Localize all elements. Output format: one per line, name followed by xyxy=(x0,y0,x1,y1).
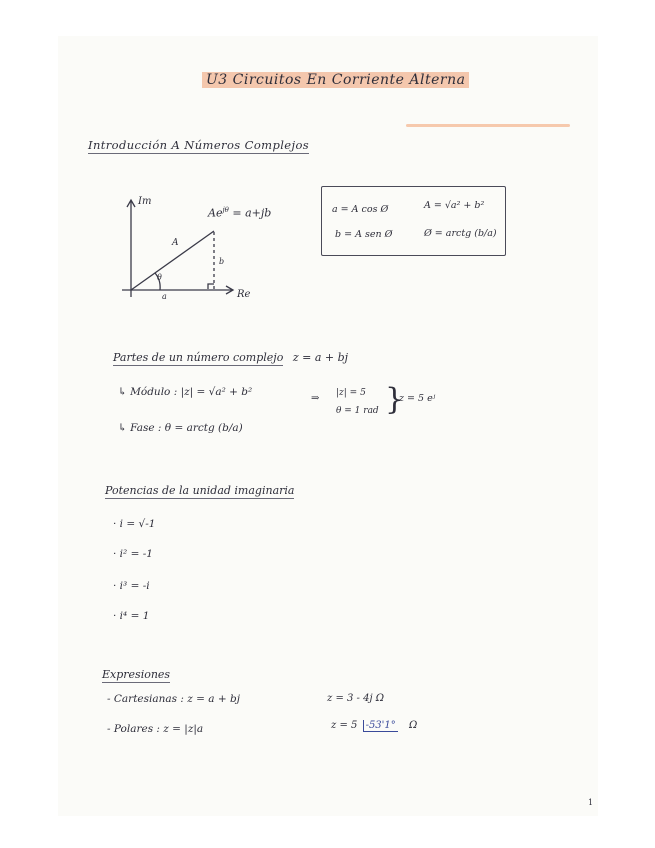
power-item-4: · i⁴ = 1 xyxy=(113,610,150,622)
parts-heading-text: Partes de un número complejo xyxy=(113,351,284,364)
expressions-heading: Expresiones xyxy=(102,668,171,681)
height-label: b xyxy=(219,257,225,266)
section-heading-intro: Introducción A Números Complejos xyxy=(88,138,310,152)
example-cartesian: z = 3 - 4j Ω xyxy=(327,693,385,704)
formula-b: b = A sen Ø xyxy=(335,229,393,240)
formula-A: A = √a² + b² xyxy=(424,200,485,211)
right-angle-mark xyxy=(208,284,214,289)
point-eq: = a+jb xyxy=(232,206,272,220)
angle-label: θ xyxy=(157,273,162,282)
fase-line: ↳ Fase : θ = arctg (b/a) xyxy=(118,422,243,434)
formula-phi: Ø = arctg (b/a) xyxy=(424,228,497,239)
formula-a: a = A cos Ø xyxy=(332,204,389,215)
point-ae: Ae xyxy=(208,206,223,220)
power-item-2: · i² = -1 xyxy=(113,548,153,560)
example-polar xyxy=(331,720,417,731)
point-exponent: jθ xyxy=(222,206,229,214)
modulo-line: ↳ Módulo : |z| = √a² + b² xyxy=(118,386,253,398)
example-modulus: |z| = 5 xyxy=(336,388,366,398)
cartesian-line: - Cartesianas : z = a + bj xyxy=(107,693,240,705)
re-axis-label: Re xyxy=(237,289,251,300)
formula-box xyxy=(321,186,506,256)
base-label: a xyxy=(162,292,167,301)
page-number: 1 xyxy=(588,798,594,807)
example-polar-prefix: z = 5 xyxy=(331,720,358,731)
implies-arrow: ⇒ xyxy=(311,393,320,404)
point-label xyxy=(208,206,271,220)
example-result: z = 5 eʲ xyxy=(399,393,436,404)
im-axis-label: Im xyxy=(138,196,152,207)
powers-heading: Potencias de la unidad imaginaria xyxy=(105,484,295,497)
magnitude-label: A xyxy=(172,238,179,248)
parts-z-def: z = a + bj xyxy=(292,351,349,364)
page-title: U3 Circuitos En Corriente Alterna xyxy=(202,72,469,88)
example-polar-unit: Ω xyxy=(408,720,418,731)
example-brace: } xyxy=(385,382,405,417)
example-polar-angle: -53'1° xyxy=(363,720,398,732)
power-item-1: · i = √-1 xyxy=(113,518,156,530)
polar-line: - Polares : z = |z|a xyxy=(107,723,204,735)
example-phase: θ = 1 rad xyxy=(336,406,379,416)
power-item-3: · i³ = -i xyxy=(113,580,150,592)
parts-heading xyxy=(113,351,348,364)
